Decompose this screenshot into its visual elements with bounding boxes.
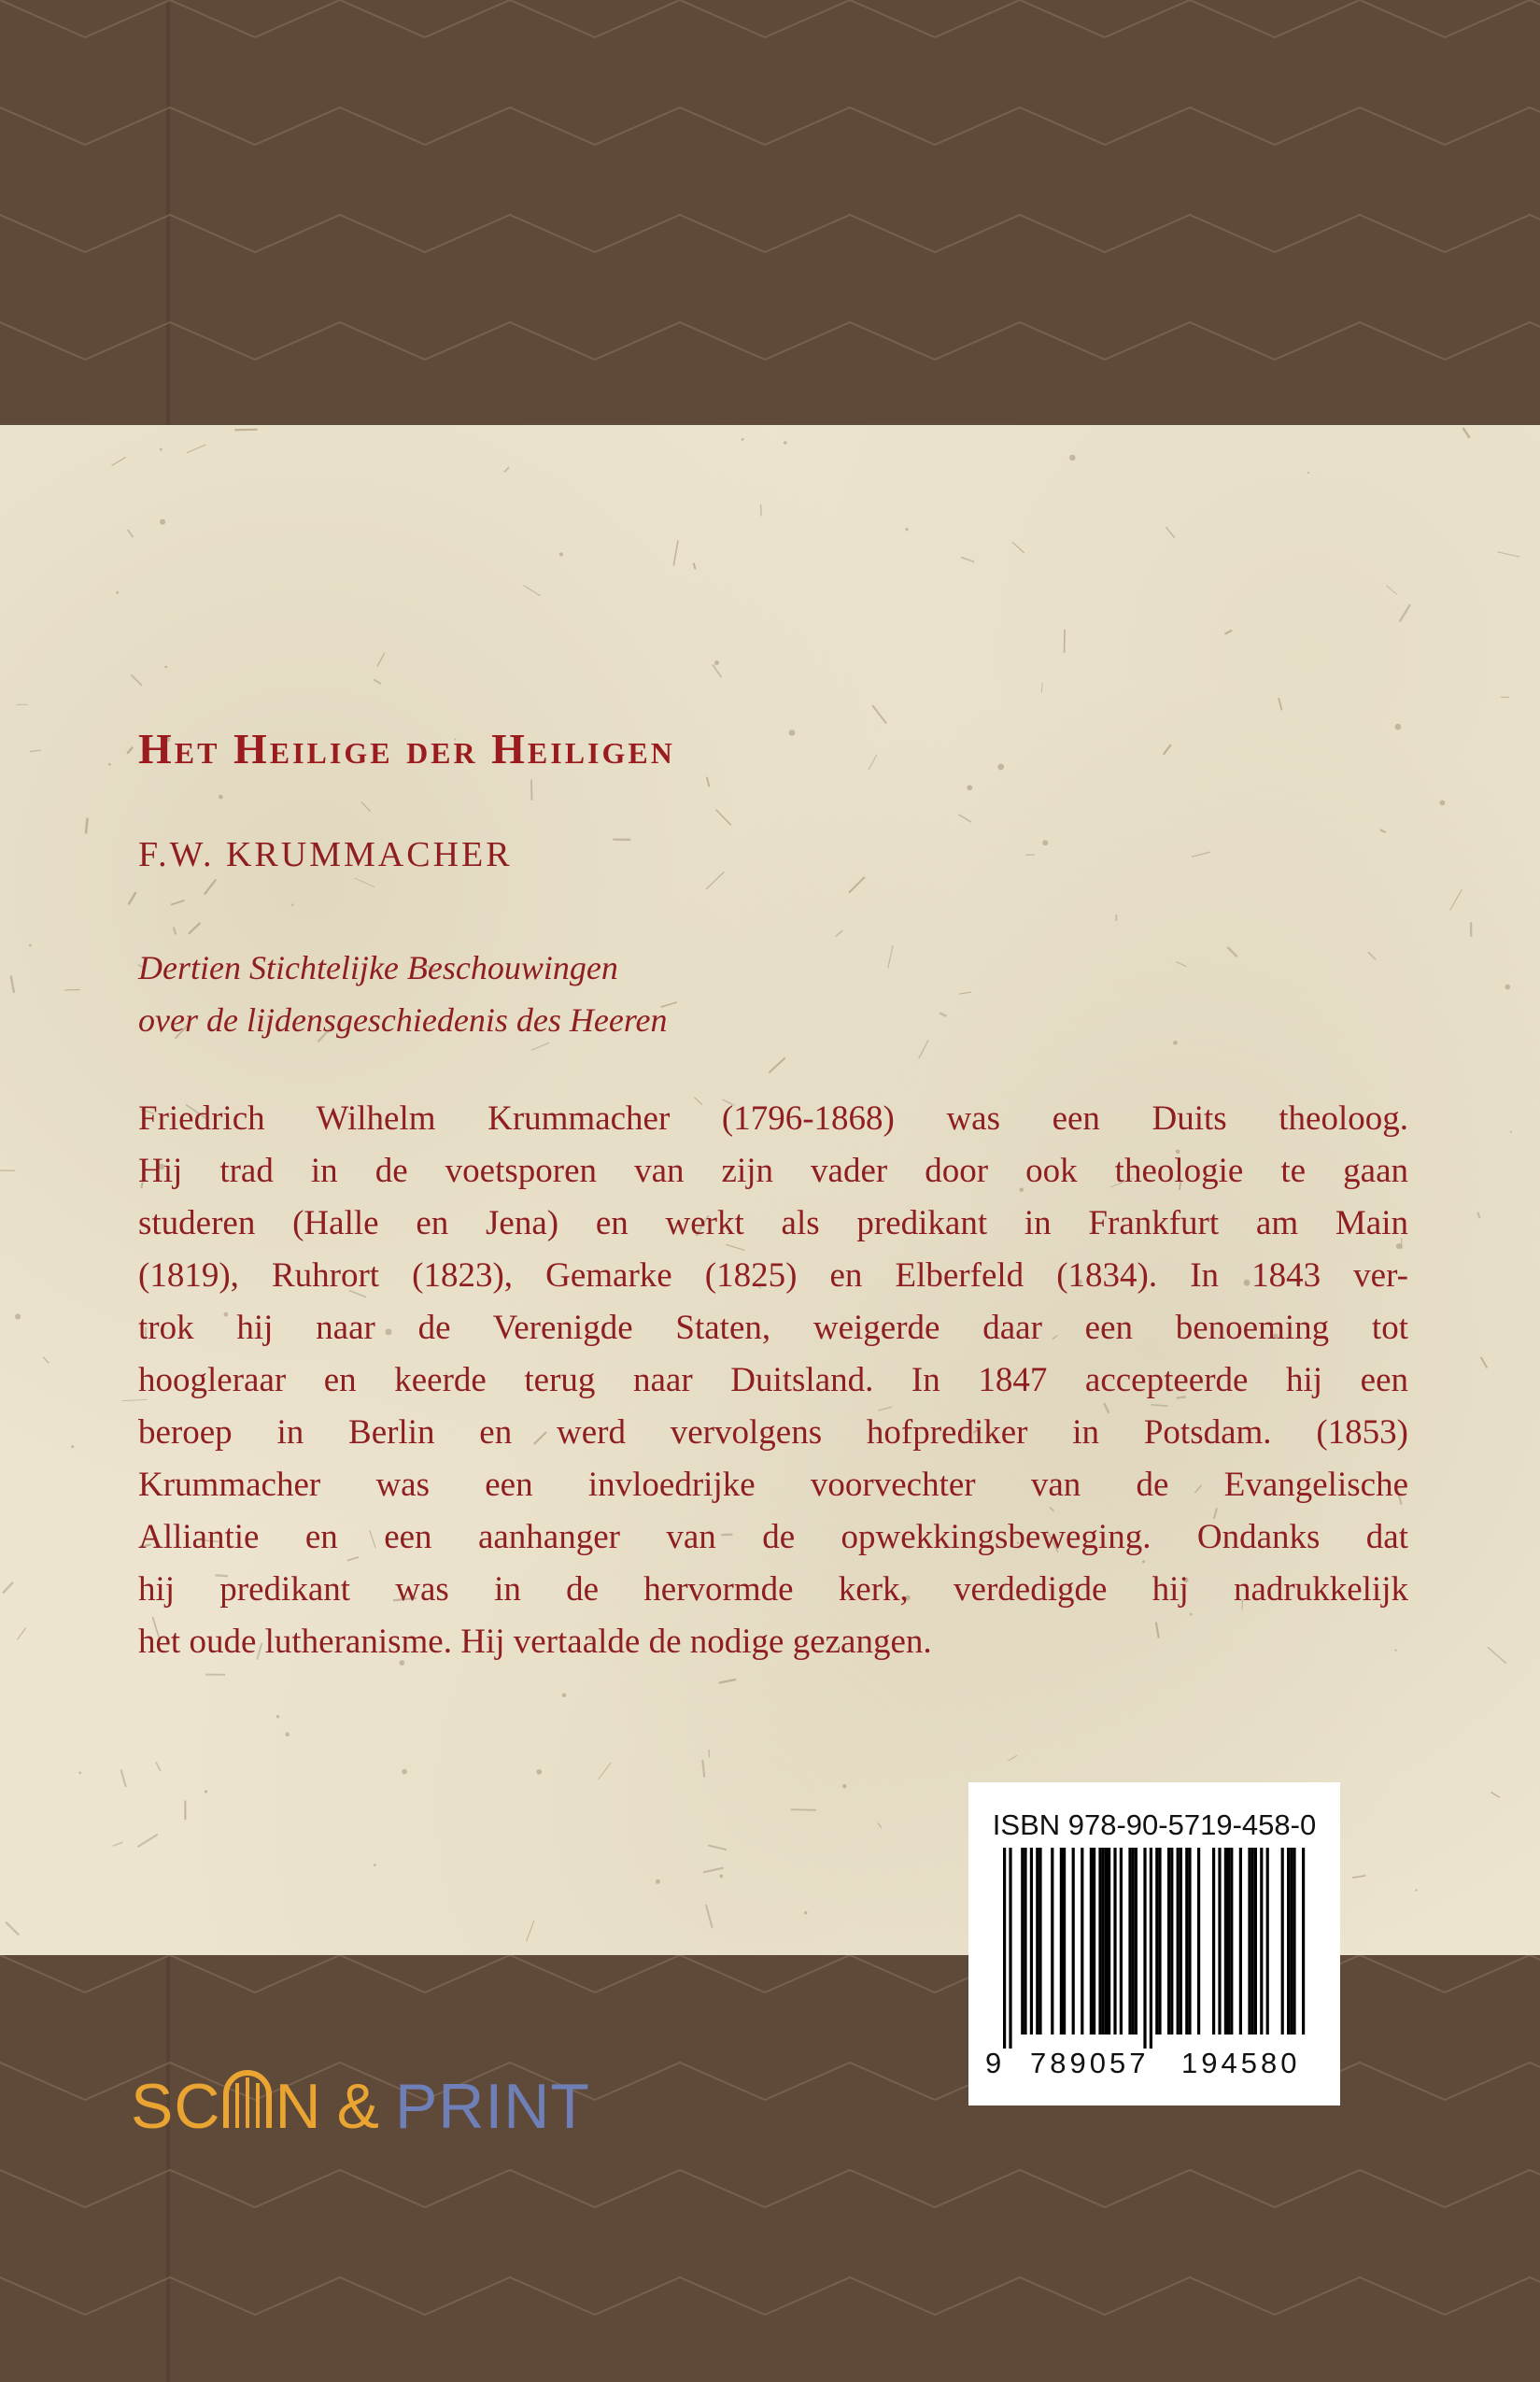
top-pattern-band <box>0 0 1540 425</box>
blurb-line: Alliantie en een aanhanger van de opwekkingsbeweging. Ondanks dat <box>138 1518 1408 1556</box>
blurb-line: Hij trad in de voetsporen van zijn vader door ook theologie te gaan <box>138 1152 1408 1190</box>
subtitle-line: Dertien Stichtelijke Beschouwingen <box>138 949 618 986</box>
blurb-text <box>138 1093 1408 1668</box>
blurb-line: (1819), Ruhrort (1823), Gemarke (1825) en Elberfeld (1834). In 1843 ver- <box>138 1256 1408 1295</box>
blurb-line: hij predikant was in de hervormde kerk, verdedigde hij nadrukkelijk <box>138 1570 1408 1609</box>
logo-text-print: PRINT <box>394 2071 590 2142</box>
logo-text-n: N <box>275 2071 322 2142</box>
book-subtitle <box>138 942 1408 1046</box>
barcode-digits-left: 789057 <box>1030 2047 1150 2079</box>
blurb-line: Krummacher was een invloedrijke voorvechter van de Evangelische <box>138 1466 1408 1504</box>
blurb-line: hoogleraar en keerde terug naar Duitsland. In 1847 accepteerde hij een <box>138 1361 1408 1399</box>
barcode-icon <box>1003 1848 1307 2049</box>
chevron-pattern <box>0 0 1540 425</box>
blurb-line: studeren (Halle en Jena) en werkt als predikant in Frankfurt am Main <box>138 1204 1408 1242</box>
barcode-panel <box>968 1782 1340 2106</box>
blurb-line: beroep in Berlin en werd vervolgens hofprediker in Potsdam. (1853) <box>138 1413 1408 1452</box>
barcode-digits-right: 194580 <box>1181 2047 1301 2079</box>
logo-text-sc: SC <box>131 2071 221 2142</box>
subtitle-line: over de lijdensgeschiedenis des Heeren <box>138 1001 668 1039</box>
blurb-line: Friedrich Wilhelm Krummacher (1796-1868) was een Duits theoloog. <box>138 1099 1408 1138</box>
arch-letter-a-icon <box>222 2070 273 2143</box>
logo-ampersand: & <box>336 2071 380 2142</box>
author-name: F.W. KRUMMACHER <box>138 835 513 874</box>
isbn-label: ISBN 978-90-5719-458-0 <box>992 1808 1317 1841</box>
blurb-line: het oude lutheranisme. Hij vertaalde de nodige gezangen. <box>138 1623 932 1661</box>
blurb-line: trok hij naar de Verenigde Staten, weigerde daar een benoeming tot <box>138 1309 1408 1347</box>
book-title: Het Heilige der Heiligen <box>138 725 675 773</box>
publisher-logo <box>131 2069 590 2144</box>
barcode-digit-lead: 9 <box>985 2047 1002 2079</box>
